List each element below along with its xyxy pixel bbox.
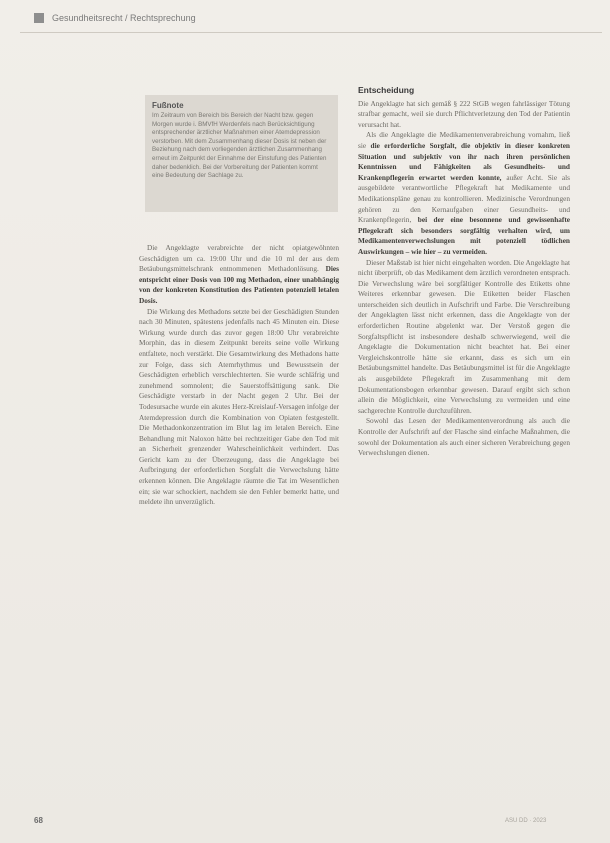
header-divider (20, 32, 602, 33)
right-paragraph-2-after: außer Acht. Sie als ausgebildete verantwortliche Pflegekraft hat Medikamente und Medikationspläne genau zu kontrollieren. Medizinische Verordnungen gehören zu den Kernaufgaben einer Gesundheits- und Krankenpflegerin, (358, 172, 570, 225)
left-paragraph-1-bold: Dies entspricht einer Dosis von 100 mg Methadon, einer unabhängig von der konkreten Konstitution des Patienten potenziell letalen Dosis. (139, 264, 339, 305)
section-heading-decision: Entscheidung (358, 85, 415, 95)
right-column (358, 85, 570, 459)
running-header-section: Gesundheitsrecht / Rechtsprechung (52, 13, 196, 23)
right-paragraph-2 (358, 130, 570, 257)
right-paragraph-1 (358, 99, 570, 131)
right-paragraph-2-bold2: bei der eine besonnene und gewissenhafte Pflegekraft sich besonders sorgfältig verhalten wird, um Medikamentenverwechslungen mit potenziell tödlichen Auswirkungen – wie hier – zu vermeiden. (358, 215, 570, 256)
left-column (139, 243, 339, 508)
page-number: 68 (34, 816, 43, 825)
right-paragraph-2-text: Als die Angeklagte die Medikamentenverabreichung vornahm, ließ sie (358, 130, 570, 150)
right-paragraph-2-bold: die erforderliche Sorgfalt, die objektiv in dieser konkreten Situation und subjektiv von ihr nach ihren persönlichen Kenntnissen und Fähigkeiten als Gesundheits- und Krankenpflegerin erwartet werden konnte, (358, 140, 570, 182)
footnote-box (145, 95, 338, 212)
right-paragraph-4-text: Sowohl das Lesen der Medikamentenverordnung als auch die Kontrolle der Aufschrift auf der Flasche sind einfache Maßnahmen, die sowohl der Dokumentation als auch einer sicheren Verabreichung gegen Verwechslungen dienen. (358, 416, 570, 458)
left-paragraph-1-text: Die Angeklagte verabreichte der nicht opiatgewöhnten Geschädigten um ca. 19:00 Uhr und die 10 ml der aus dem Betäubungsmittelschrank entnommenen Methadonlösung. (139, 243, 339, 274)
left-paragraph-1 (139, 243, 339, 307)
footnote-body: Im Zeitraum von Bereich bis Bereich der Nacht bzw. gegen Morgen wurde i. BMVfH Werdenfels nach Berücksichtigung entsprechender ärztlicher Maßnahmen einer Atemdepression verstorben. Mit dem Zusammenhang dieser Dosis ist neben der Beziehung nach dem vorliegenden ärztlichen Zusammenhang erneut im Zeitpunkt der Einnahme der Einstufung des Patienten daher bedenklich. Bei der Vorbereitung der Patienten kommt eine Bedeutung der Sachlage zu. (152, 112, 327, 180)
running-header (34, 10, 196, 26)
section-marker-square (34, 13, 44, 23)
left-paragraph-2 (139, 307, 339, 508)
left-paragraph-2-text: Die Wirkung des Methadons setzte bei der Geschädigten Stunden nach 30 Minuten, spätestens jedenfalls nach 45 Minuten ein. Diese Wirkung wurde durch das zuvor gegen 18:00 Uhr verabreichte Morphin, das in diesem Zeitpunkt bereits seine volle Wirkung entfaltete, noch verstärkt. Die Gesamtwirkung des Methadons hatte zur Folge, dass sich Atemrhythmus und Bewusstsein der Geschädigten erheblich verschlechterten. Sie wurde schläfrig und zunehmend somnolent; die Sauerstoffsättigung sank. Die Geschädigte verstarb in der Nacht gegen 2 Uhr. Bei der Todesursache wurde ein akutes Herz-Kreislauf-Versagen infolge der Atemdepression durch die Kombination von Opiaten festgestellt. Die Methadonkonzentration im Blut lag im letalen Bereich. Eine Behandlung mit Naloxon hätte bei rechtzeitiger Gabe den Tod mit an Sicherheit grenzender Wahrscheinlichkeit verhindert. Das Gericht kam zu der Überzeugung, dass die Angeklagte bei Aufbringung der erforderlichen Sorgfalt die Verwechslung hätte erkennen können. Die Angeklagte räumte die Tat im Wesentlichen ein; sie war schockiert, nachdem sie den Fehler bemerkt hatte, und meldete ihn unverzüglich. (139, 306, 339, 507)
footer-journal-info: ASU DD · 2023 (505, 818, 547, 824)
right-paragraph-4 (358, 416, 570, 458)
footnote-title: Fußnote (152, 101, 184, 110)
right-paragraph-3 (358, 258, 570, 417)
right-paragraph-1-text: Die Angeklagte hat sich gemäß § 222 StGB wegen fahrlässiger Tötung strafbar gemacht, weil sie durch Pflichtverletzung den Tod der Patientin verursacht hat. (358, 98, 570, 129)
right-paragraph-3-text: Dieser Maßstab ist hier nicht eingehalten worden. Die Angeklagte hat nicht überprüft, ob das Medikament dem ärztlich verordneten entsprach. Die Verwechslung wäre bei sorgfältiger Kontrolle des Etiketts ohne Weiteres erkennbar gewesen. Die Etiketten beider Flaschen unterscheiden sich deutlich in Aufschrift und Farbe. Die Verschreibung der Angeklagten lässt nicht erkennen, dass die Angeklagte von der erforderlichen Routine abgelenkt war. Der Verstoß gegen die Sorgfaltspflicht ist insbesondere deshalb schwerwiegend, weil die Angeklagte die Dokumentation nicht beachtet hat. Bei einer Vergleichskontrolle hätte sie erkannt, dass es sich um ein Betäubungsmittel handelte. Das Betäubungsmittel ist für die Angeklagte als ausgebildete Pflegekraft im Zusammenhang mit dem Dokumentationsbogen erkennbar gewesen. Darauf ergibt sich schon allein die Möglichkeit, eine Verwechslung zu vermeiden und eine sachgerechte Kontrolle durchzuführen. (358, 257, 570, 415)
